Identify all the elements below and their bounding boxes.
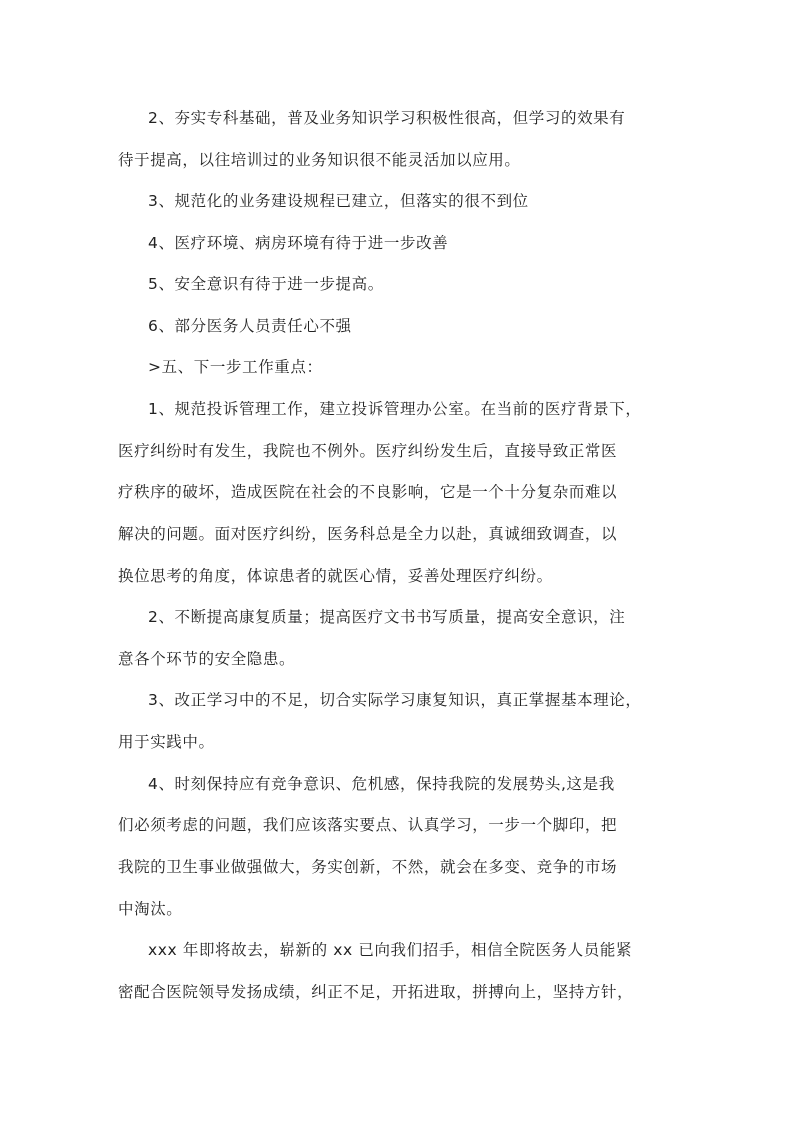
paragraph-5: 5、安全意识有待于进一步提高。 bbox=[148, 275, 384, 293]
item-4-line-2: 们必须考虑的问题，我们应该落实要点、认真学习，一步一个脚印，把 bbox=[118, 816, 618, 834]
item-1-line-3: 疗秩序的破坏，造成医院在社会的不良影响，它是一个十分复杂而难以 bbox=[118, 483, 618, 501]
item-2-line-2: 意各个环节的安全隐患。 bbox=[118, 650, 296, 668]
item-1-line-1: 1、规范投诉管理工作，建立投诉管理办公室。在当前的医疗背景下， bbox=[148, 400, 642, 418]
item-4-line-3: 我院的卫生事业做强做大，务实创新，不然，就会在多变、竞争的市场 bbox=[118, 858, 618, 876]
section-heading: >五、下一步工作重点： bbox=[148, 358, 323, 376]
closing-line-2: 密配合医院领导发扬成绩，纠正不足，开拓进取，拼搏向上，坚持方针， bbox=[118, 983, 634, 1001]
paragraph-6: 6、部分医务人员责任心不强 bbox=[148, 317, 352, 335]
item-4-line-1: 4、时刻保持应有竞争意识、危机感，保持我院的发展势头,这是我 bbox=[148, 775, 615, 793]
paragraph-3: 3、规范化的业务建设规程已建立，但落实的很不到位 bbox=[148, 192, 529, 210]
item-1-line-2: 医疗纠纷时有发生，我院也不例外。医疗纠纷发生后，直接导致正常医 bbox=[118, 442, 618, 460]
item-2-line-1: 2、不断提高康复质量；提高医疗文书书写质量，提高安全意识，注 bbox=[148, 608, 626, 626]
closing-line-1: xxx 年即将故去，崭新的 xx 已向我们招手，相信全院医务人员能紧 bbox=[148, 941, 633, 959]
paragraph-4: 4、医疗环境、病房环境有待于进一步改善 bbox=[148, 234, 449, 252]
item-1-line-5: 换位思考的角度，体谅患者的就医心情，妥善处理医疗纠纷。 bbox=[118, 567, 553, 585]
paragraph-2-line-2: 待于提高，以往培训过的业务知识很不能灵活加以应用。 bbox=[118, 151, 521, 169]
item-1-line-4: 解决的问题。面对医疗纠纷，医务科总是全力以赴，真诚细致调查，以 bbox=[118, 525, 618, 543]
item-3-line-2: 用于实践中。 bbox=[118, 733, 215, 751]
item-3-line-1: 3、改正学习中的不足，切合实际学习康复知识，真正掌握基本理论， bbox=[148, 691, 642, 709]
item-4-line-4: 中淘汰。 bbox=[118, 900, 183, 918]
paragraph-2-line-1: 2、夯实专科基础，普及业务知识学习积极性很高，但学习的效果有 bbox=[148, 109, 626, 127]
